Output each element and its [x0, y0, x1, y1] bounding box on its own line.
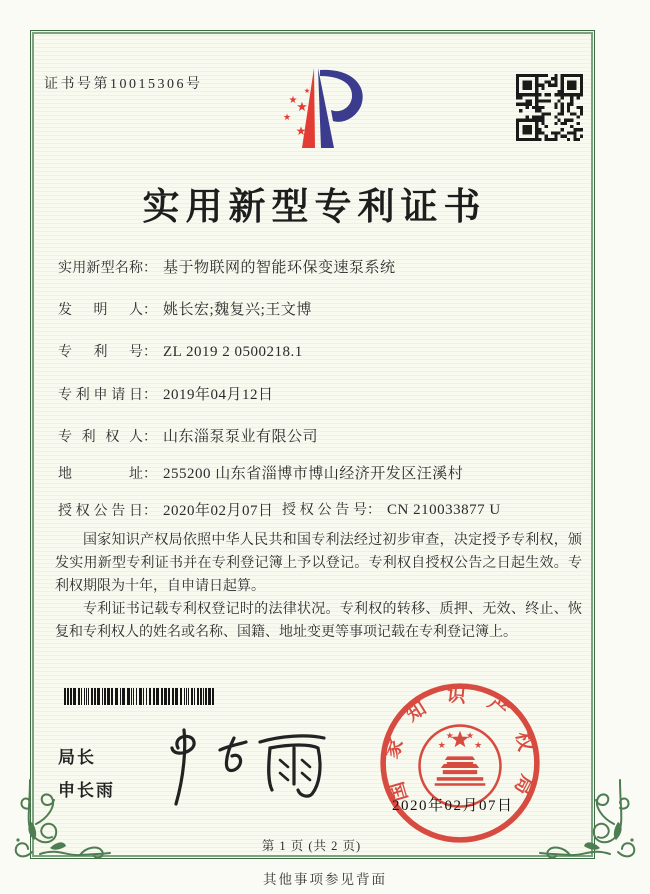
field-value: 姚长宏;魏复兴;王文博	[163, 302, 312, 318]
barcode-icon	[64, 688, 216, 710]
field-label: 授权公告日	[58, 504, 143, 519]
svg-text:★: ★	[437, 739, 446, 750]
seal-ring-text: 国家知识产权局	[380, 684, 539, 816]
field-row-filing-date	[58, 383, 274, 404]
field-row-inventors	[58, 298, 312, 319]
field-value: 255200 山东省淄博市博山经济开发区汪溪村	[163, 466, 464, 482]
field-colon: ：	[143, 467, 157, 482]
certificate-number: 证书号第10015306号	[44, 77, 203, 92]
field-colon: ：	[143, 430, 157, 445]
star-icon: ★	[282, 112, 292, 122]
field-row-patent-no	[58, 341, 303, 361]
field-value: 2019年04月12日	[163, 387, 274, 403]
field-colon: ：	[143, 261, 157, 276]
field-colon: ：	[367, 503, 381, 518]
field-row-name	[58, 256, 396, 277]
legal-paragraph: 国家知识产权局依照中华人民共和国专利法经过初步审查，决定授予专利权，颁发实用新型专利证书并在专利登记簿上予以登记。专利权自授权公告之日起生效。专利权期限为十年，自申请日起算。	[55, 533, 582, 594]
cnipa-patent-logo-icon	[262, 62, 374, 159]
certificate-title: 实用新型专利证书	[142, 187, 487, 228]
corner-flourish-icon	[534, 762, 644, 865]
legal-paragraph: 专利证书记载专利权登记时的法律状况。专利权的转移、质押、无效、终止、恢复和专利权人的姓名或名称、国籍、地址变更等事项记载在专利登记簿上。	[55, 602, 582, 640]
field-label: 地址	[58, 467, 143, 482]
field-label: 专利申请日	[58, 388, 143, 403]
logo-blue-wedge	[318, 68, 334, 148]
star-icon: ★	[303, 87, 311, 95]
cnipa-official-seal-icon	[374, 677, 546, 854]
field-colon: ：	[143, 345, 157, 360]
field-value: 2020年02月07日	[163, 503, 274, 519]
field-value: CN 210033877 U	[387, 502, 501, 518]
field-row-grant	[58, 499, 501, 520]
signer-name: 申长雨	[58, 781, 115, 800]
star-icon: ★	[288, 95, 298, 106]
page-number: 第 1 页 (共 2 页)	[261, 839, 362, 853]
svg-text:★: ★	[474, 739, 483, 750]
field-colon: ：	[143, 303, 157, 318]
seal-date: 2020年02月07日	[392, 798, 514, 814]
back-side-note: 其他事项参见背面	[263, 872, 387, 887]
field-label: 发明人	[58, 303, 143, 318]
director-signature	[148, 726, 338, 816]
field-value: 山东淄泵泵业有限公司	[163, 429, 319, 445]
signer-title: 局长	[58, 748, 96, 767]
field-value: 基于物联网的智能环保变速泵系统	[163, 260, 396, 276]
qr-code-icon	[516, 74, 583, 146]
field-row-patentee	[58, 425, 318, 446]
field-label: 实用新型名称	[58, 261, 143, 276]
field-pair-grant-no	[282, 499, 501, 519]
star-icon: ★	[295, 124, 307, 138]
field-colon: ：	[143, 504, 157, 519]
field-colon: ：	[143, 388, 157, 403]
field-label: 专利号	[58, 345, 143, 360]
field-label: 专利权人	[58, 430, 143, 445]
corner-flourish-icon	[6, 762, 116, 865]
field-row-address	[58, 462, 463, 483]
svg-text:★: ★	[466, 730, 475, 741]
svg-text:★: ★	[445, 730, 454, 741]
field-value: ZL 2019 2 0500218.1	[163, 344, 303, 360]
legal-text	[55, 529, 582, 644]
field-label: 授权公告号	[282, 503, 367, 518]
star-icon: ★	[296, 99, 308, 114]
